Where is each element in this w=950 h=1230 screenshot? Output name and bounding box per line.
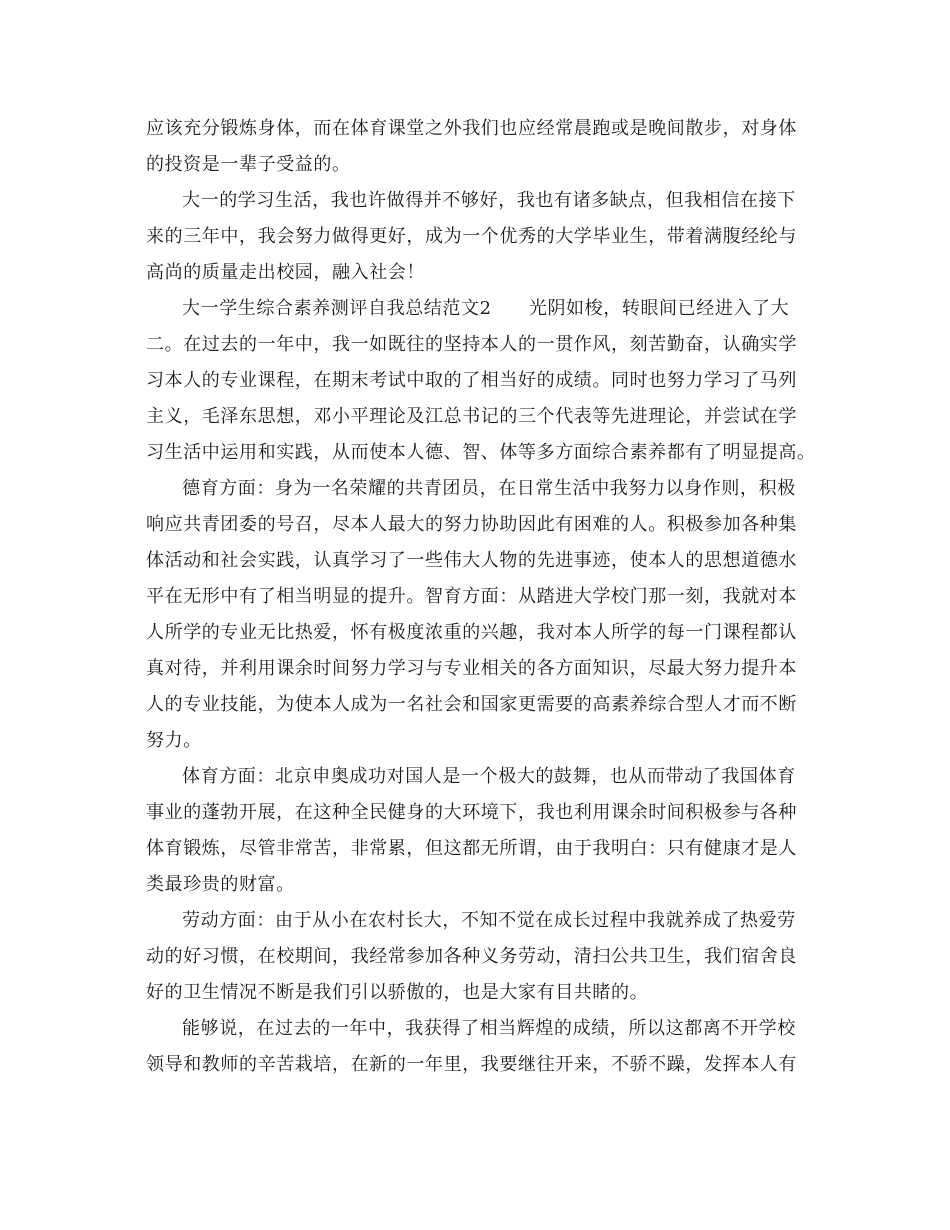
paragraph-start-line: 体育方面：北京申奥成功对国人是一个极大的鼓舞，也从而带动了我国体育 bbox=[182, 766, 796, 787]
text-line: 人所学的专业无比热爱，怀有极度浓重的兴趣，我对本人所学的每一门课程都认 bbox=[146, 622, 797, 643]
text-line: 习生活中运用和实践，从而使本人德、智、体等多方面综合素养都有了明显提高。 bbox=[146, 442, 816, 463]
text-line: 努力。 bbox=[146, 730, 202, 751]
text-line: 体育锻炼，尽管非常苦，非常累，但这都无所谓，由于我明白：只有健康才是人 bbox=[146, 838, 797, 859]
text-line: 习本人的专业课程，在期末考试中取的了相当好的成绩。同时也努力学习了马列 bbox=[146, 370, 797, 391]
text-line: 真对待，并利用课余时间努力学习与专业相关的各方面知识，尽最大努力提升本 bbox=[146, 658, 797, 679]
text-line: 事业的蓬勃开展，在这种全民健身的大环境下，我也利用课余时间积极参与各种 bbox=[146, 802, 797, 823]
text-line: 高尚的质量走出校园，融入社会！ bbox=[146, 262, 425, 283]
text-line: 二。在过去的一年中，我一如既往的坚持本人的一贯作风，刻苦勤奋，认确实学 bbox=[146, 334, 797, 355]
text-line: 来的三年中，我会努力做得更好，成为一个优秀的大学毕业生，带着满腹经纶与 bbox=[146, 226, 797, 247]
text-line: 响应共青团委的号召，尽本人最大的努力协助因此有困难的人。积极参加各种集 bbox=[146, 514, 797, 535]
paragraph-start-line: 能够说，在过去的一年中，我获得了相当辉煌的成绩，所以这都离不开学校 bbox=[182, 1018, 796, 1039]
text-line: 人的专业技能，为使本人成为一名社会和国家更需要的高素养综合型人才而不断 bbox=[146, 694, 797, 715]
text-line: 体活动和社会实践，认真学习了一些伟大人物的先进事迹，使本人的思想道德水 bbox=[146, 550, 797, 571]
text-line: 主义，毛泽东思想，邓小平理论及江总书记的三个代表等先进理论，并尝试在学 bbox=[146, 406, 797, 427]
text-line: 的投资是一辈子受益的。 bbox=[146, 154, 351, 175]
text-line: 好的卫生情况不断是我们引以骄傲的，也是大家有目共睹的。 bbox=[146, 982, 649, 1003]
paragraph-start-line: 大一的学习生活，我也许做得并不够好，我也有诸多缺点，但我相信在接下 bbox=[182, 190, 796, 211]
paragraph-start-line: 德育方面：身为一名荣耀的共青团员，在日常生活中我努力以身作则，积极 bbox=[182, 478, 796, 499]
text-line: 动的好习惯，在校期间，我经常参加各种义务劳动，清扫公共卫生，我们宿舍良 bbox=[146, 946, 797, 967]
paragraph-start-line: 大一学生综合素养测评自我总结范文2 光阴如梭，转眼间已经进入了大 bbox=[182, 298, 790, 319]
document-body bbox=[146, 111, 816, 1083]
paragraph-start-line: 劳动方面：由于从小在农村长大，不知不觉在成长过程中我就养成了热爱劳 bbox=[182, 910, 796, 931]
text-line: 类最珍贵的财富。 bbox=[146, 874, 295, 895]
text-line: 领导和教师的辛苦栽培，在新的一年里，我要继往开来，不骄不躁，发挥本人有 bbox=[146, 1054, 797, 1075]
text-line: 应该充分锻炼身体，而在体育课堂之外我们也应经常晨跑或是晚间散步，对身体 bbox=[146, 118, 797, 139]
text-line: 平在无形中有了相当明显的提升。智育方面：从踏进大学校门那一刻，我就对本 bbox=[146, 586, 797, 607]
